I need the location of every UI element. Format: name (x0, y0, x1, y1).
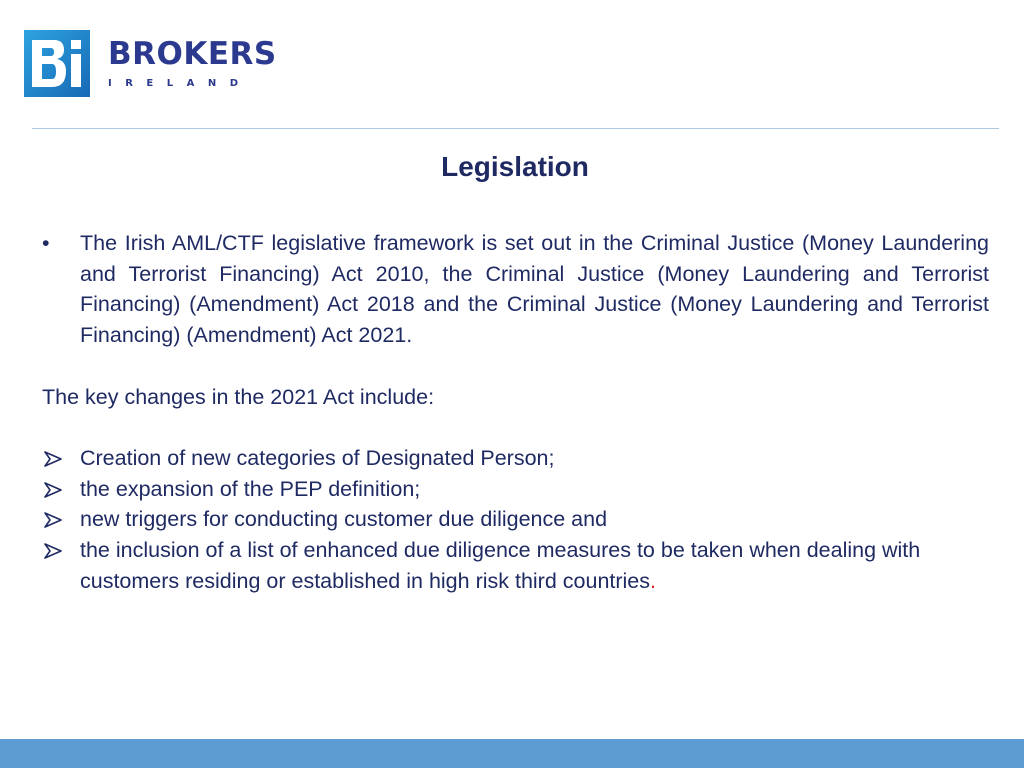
footer-bar (0, 739, 1024, 768)
arrow-bullet-icon (44, 482, 62, 498)
list-item (42, 474, 989, 505)
arrow-bullet-icon (44, 512, 62, 528)
key-change-text: Creation of new categories of Designated Person; (80, 445, 555, 470)
list-item (42, 504, 989, 535)
key-changes-heading: The key changes in the 2021 Act include: (42, 384, 435, 409)
key-change-text: the expansion of the PEP definition; (80, 476, 421, 501)
final-period: . (650, 568, 656, 593)
intro-bullet (42, 228, 989, 351)
slide-content (42, 228, 989, 596)
arrow-bullet-icon (44, 543, 62, 559)
header-divider (32, 128, 999, 129)
key-change-text: new triggers for conducting customer due diligence and (80, 507, 608, 532)
logo-subtitle: IRELAND (108, 77, 252, 89)
list-item (42, 535, 989, 596)
list-item (42, 443, 989, 474)
key-change-text: the inclusion of a list of enhanced due diligence measures to be taken when dealing with customers residing or established in high risk third countries (80, 538, 921, 593)
key-changes-list (42, 443, 989, 597)
brokers-ireland-logo (24, 30, 277, 97)
slide-title: Legislation (441, 151, 589, 182)
bi-logo-mark-icon (24, 30, 90, 97)
bullet-dot-icon: • (42, 231, 50, 255)
intro-bullet-text: The Irish AML/CTF legislative framework is set out in the Criminal Justice (Money Laundering and Terrorist Financing) Act 2010, the Criminal Justice (Money Laundering and Terrorist Financing) (Amendment) Act 2018 and the Criminal Justice (Money Laundering and Terrorist Financing) (Amendment) Act 2021. (80, 231, 989, 348)
arrow-bullet-icon (44, 451, 62, 467)
logo-name: BROKERS (108, 35, 277, 72)
